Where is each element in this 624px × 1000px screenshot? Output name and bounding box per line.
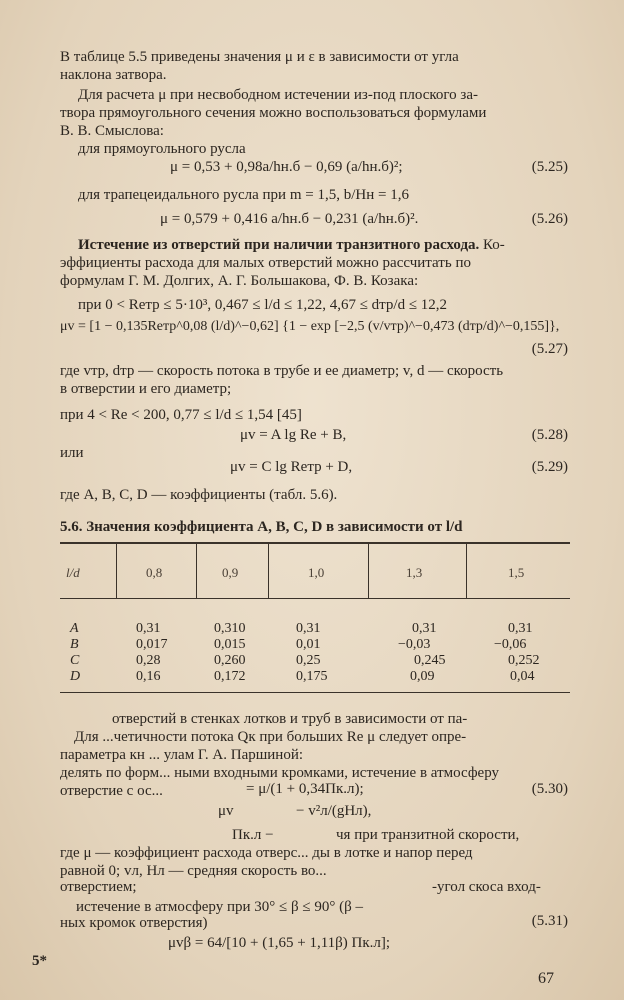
equation-fragment: μv (218, 803, 234, 819)
text-fragment: чя при транзитной скорости, (336, 827, 520, 843)
table-cell: 0,04 (510, 669, 535, 684)
text-line: истечение в атмосферу при 30° ≤ β ≤ 90° (β – (76, 899, 364, 915)
equation: μv = [1 − 0,135Reтр^0,08 (l/d)^−0,62] {1 − exp [−2,5 (v/vтр)^−0,473 (dтр/d)^−0,155]}, (60, 319, 560, 334)
table-header-cell: 0,9 (222, 565, 239, 580)
text-line: где vтр, dтр — скорость потока в трубе и ее диаметр; v, d — скорость (60, 363, 504, 379)
text-fragment: -угол скоса вход- (432, 879, 541, 895)
table-cell: 0,260 (214, 653, 246, 668)
equation-number: (5.28) (531, 427, 568, 443)
table-divider (268, 543, 269, 599)
table-cell: 0,245 (414, 653, 446, 668)
equation: μvβ = 64/[10 + (1,65 + 1,11β) Пк.л]; (168, 935, 391, 951)
table-header-cell: 1,3 (406, 565, 423, 580)
table-header-cell: 1,5 (508, 565, 525, 580)
page-number: 67 (538, 970, 554, 987)
table-divider (466, 543, 467, 599)
equation-number: (5.27) (531, 341, 568, 357)
table-header-cell: 1,0 (308, 565, 325, 580)
table-row-label: A (70, 621, 79, 636)
text-line: наклона затвора. (60, 67, 167, 83)
text-line: делять по форм... ными входными кромками, истечение в атмосферу (60, 765, 500, 781)
equation-number: (5.25) (531, 159, 568, 175)
equation: μ = 0,53 + 0,98a/hн.б − 0,69 (a/hн.б)²; (170, 159, 403, 175)
table-cell: 0,01 (296, 637, 321, 652)
text-fragment: Ко- (483, 237, 505, 253)
text-line: Для расчета μ при несвободном истечении из-под плоского за- (78, 87, 478, 103)
text-line: для прямоугольного русла (78, 141, 246, 157)
text-line: отверстие с ос... (60, 783, 163, 799)
equation: = μ/(1 + 0,34Пк.л); (246, 781, 364, 797)
table-row-label: B (70, 637, 79, 652)
table-cell: −0,03 (398, 637, 431, 652)
text-line: где μ — коэффициент расхода отверс... ды в лотке и напор перед (60, 845, 473, 861)
text-line (78, 236, 505, 254)
table-header-cell: l/d (66, 565, 80, 580)
table-cell: 0,172 (214, 669, 246, 684)
table-row-label: D (70, 669, 81, 684)
table-divider (196, 543, 197, 599)
text-line: В таблице 5.5 приведены значения μ и ε в зависимости от угла (60, 49, 459, 65)
table-cell: 0,252 (508, 653, 540, 668)
table-cell: 0,017 (136, 637, 168, 652)
table-cell: 0,310 (214, 621, 246, 636)
table-cell: 0,015 (214, 637, 246, 652)
table-cell: 0,31 (412, 621, 437, 636)
printers-signature: 5* (32, 953, 47, 969)
table-top-rule (60, 542, 570, 544)
equation-number: (5.26) (531, 211, 568, 227)
table-cell: 0,16 (136, 669, 161, 684)
equation: μ = 0,579 + 0,416 a/hн.б − 0,231 (a/hн.б)². (160, 211, 419, 227)
table-cell: 0,09 (410, 669, 435, 684)
condition-line: при 0 < Reтр ≤ 5·10³, 0,467 ≤ l/d ≤ 1,22, 4,67 ≤ dтр/d ≤ 12,2 (78, 297, 448, 313)
equation-number: (5.30) (531, 781, 568, 797)
equation-fragment: − v²л/(gHл), (296, 803, 372, 819)
table-header-rule (60, 598, 570, 599)
table-cell: 0,28 (136, 653, 161, 668)
table-bottom-rule (60, 692, 570, 693)
table-cell: 0,25 (296, 653, 321, 668)
equation-number: (5.29) (531, 459, 568, 475)
equation: μv = C lg Reтр + D, (230, 459, 353, 475)
text-line: или (60, 445, 84, 461)
text-line: где A, B, C, D — коэффициенты (табл. 5.6). (60, 487, 338, 503)
text-line: ных кромок отверстия) (60, 915, 208, 931)
condition-line: при 4 < Re < 200, 0,77 ≤ l/d ≤ 1,54 [45] (60, 407, 302, 423)
table-caption: 5.6. Значения коэффициента A, B, C, D в зависимости от l/d (60, 519, 463, 535)
table-cell: 0,31 (296, 621, 321, 636)
table-row-label: C (70, 653, 80, 668)
text-fragment: Пк.л − (232, 827, 274, 843)
text-line: твора прямоугольного сечения можно воспользоваться формулами (60, 105, 487, 121)
table-header-cell: 0,8 (146, 565, 163, 580)
text-line: В. В. Смыслова: (60, 123, 164, 139)
text-line: формулам Г. М. Долгих, А. Г. Большакова, Ф. В. Козака: (60, 273, 419, 289)
text-line: равной 0; vл, Hл — средняя скорость во... (60, 863, 327, 879)
text-line: эффициенты расхода для малых отверстий можно рассчитать по (60, 255, 471, 271)
table-cell: 0,175 (296, 669, 328, 684)
table-divider (116, 543, 117, 599)
table-divider (368, 543, 369, 599)
equation: μv = A lg Re + B, (240, 427, 347, 443)
text-line: в отверстии и его диаметр; (60, 381, 232, 397)
section-heading: Истечение из отверстий при наличии транзитного расхода. (78, 237, 480, 253)
equation-number: (5.31) (531, 913, 568, 929)
table-cell: −0,06 (494, 637, 527, 652)
table-cell: 0,31 (508, 621, 533, 636)
text-line: для трапецеидального русла при m = 1,5, b/Hн = 1,6 (78, 187, 409, 203)
text-line: параметра кн ... улам Г. А. Паршиной: (60, 747, 304, 763)
text-line: отверстием; (60, 879, 137, 895)
table-cell: 0,31 (136, 621, 161, 636)
text-line: отверстий в стенках лотков и труб в зависимости от па- (112, 711, 468, 727)
text-line: Для ...четичности потока Qк при больших Re μ следует опре- (74, 729, 467, 745)
